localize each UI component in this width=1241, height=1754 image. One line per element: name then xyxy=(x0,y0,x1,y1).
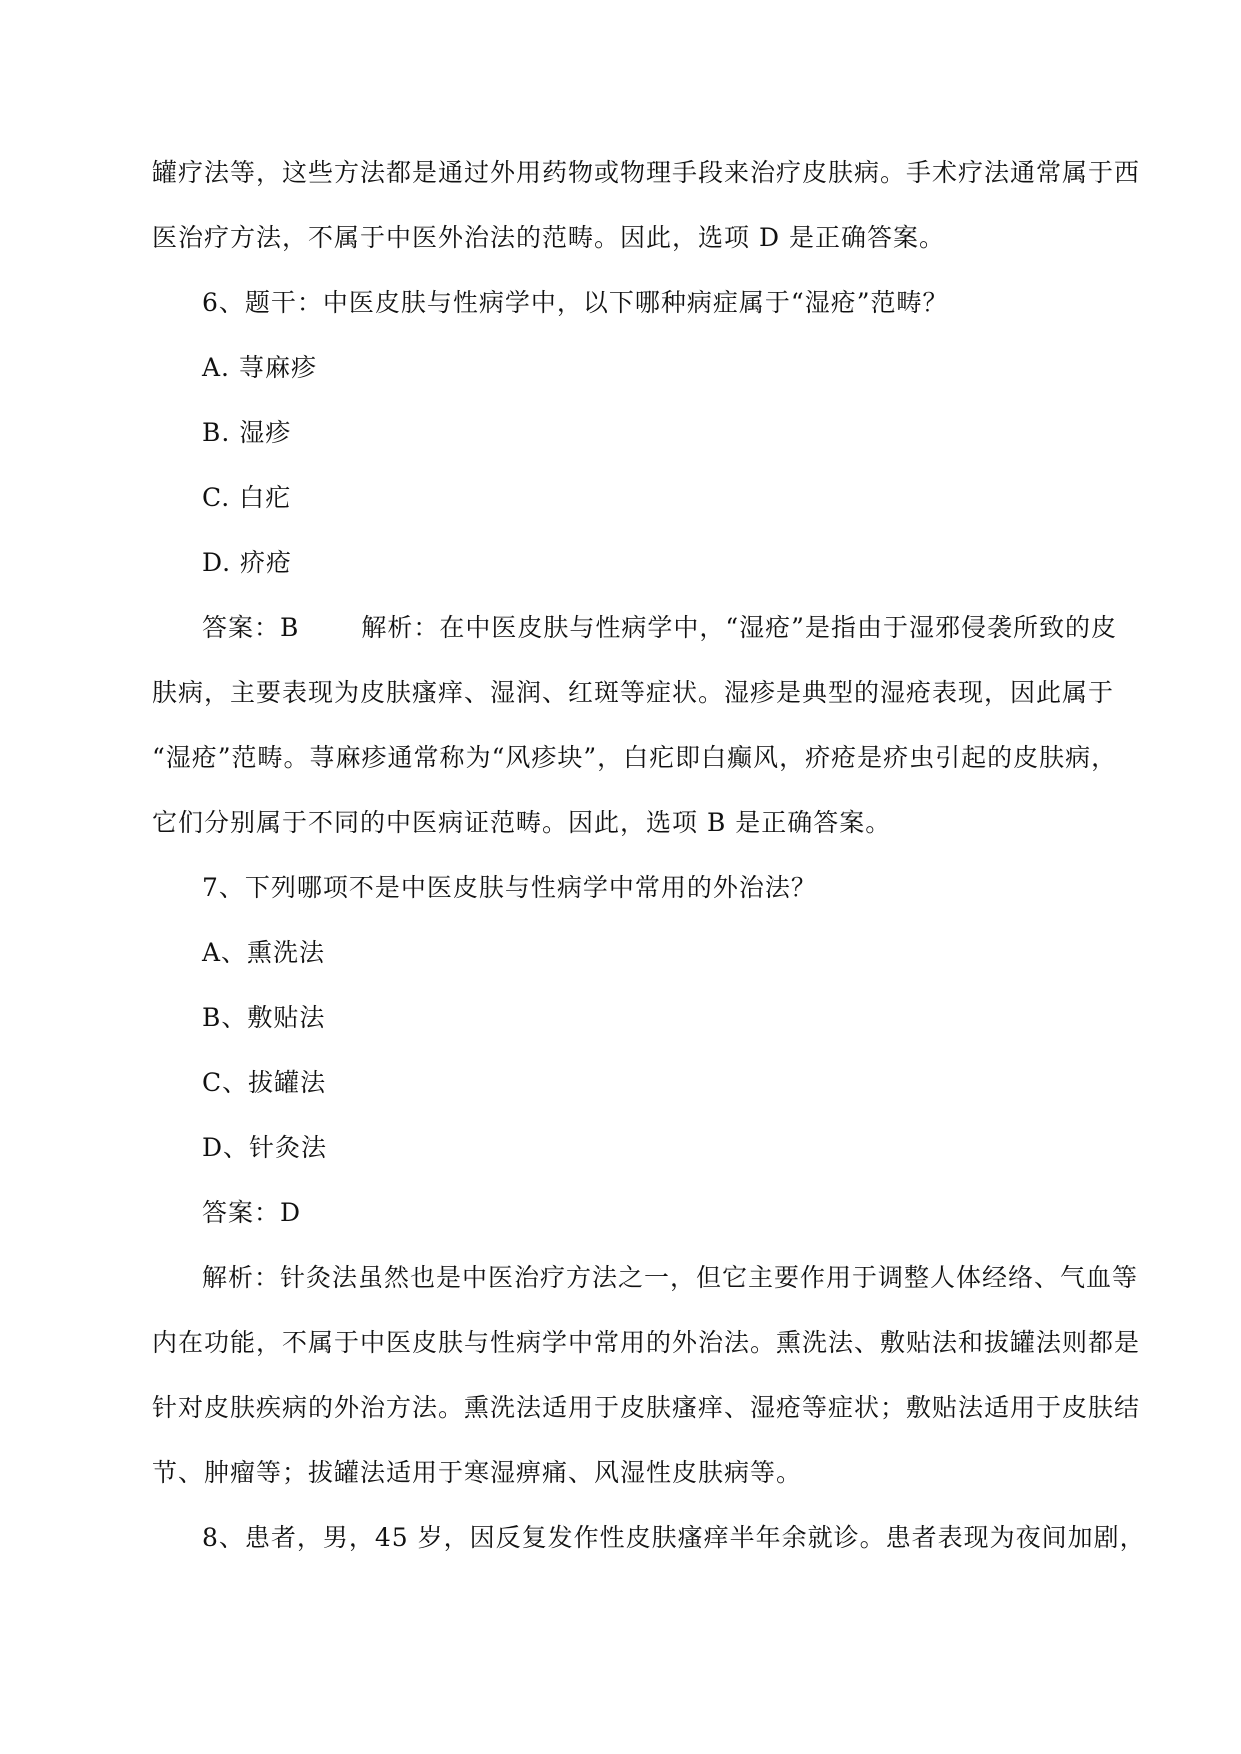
q6-explanation-line-2: “湿疮”范畴。荨麻疹通常称为“风疹块”，白疕即白癫风，疥疮是疥虫引起的皮肤病， xyxy=(152,743,1118,772)
q5-explanation-line-2: 医治疗方法，不属于中医外治法的范畴。因此，选项 D 是正确答案。 xyxy=(152,223,945,252)
q7-answer: 答案：D xyxy=(202,1198,302,1227)
q6-option-d: D. 疥疮 xyxy=(202,548,293,577)
q7-explanation-line-3: 节、肿瘤等；拔罐法适用于寒湿痹痛、风湿性皮肤病等。 xyxy=(152,1458,803,1487)
q6-answer: 答案：B xyxy=(202,613,300,642)
q5-explanation-line-1: 罐疗法等，这些方法都是通过外用药物或物理手段来治疗皮肤病。手术疗法通常属于西 xyxy=(152,158,1141,187)
q6-explanation-line-1: 肤病，主要表现为皮肤瘙痒、湿润、红斑等症状。湿疹是典型的湿疮表现，因此属于 xyxy=(152,678,1115,707)
q6-option-b: B. 湿疹 xyxy=(202,418,292,447)
q6-option-c: C. 白疕 xyxy=(202,483,292,512)
q7-explanation-line-2: 针对皮肤疾病的外治方法。熏洗法适用于皮肤瘙痒、湿疮等症状；敷贴法适用于皮肤结 xyxy=(152,1393,1141,1422)
q6-explanation-line-3: 它们分别属于不同的中医病证范畴。因此，选项 B 是正确答案。 xyxy=(152,808,892,837)
document-page xyxy=(152,140,1146,1570)
q6-stem: 6、题干：中医皮肤与性病学中，以下哪种病症属于“湿疮”范畴？ xyxy=(202,288,949,317)
q7-option-c: C、拔罐法 xyxy=(202,1068,327,1097)
q6-answer-line xyxy=(152,595,1117,660)
q6-explanation-first: 解析：在中医皮肤与性病学中，“湿疮”是指由于湿邪侵袭所致的皮 xyxy=(361,613,1117,642)
q7-explanation-line-1: 内在功能，不属于中医皮肤与性病学中常用的外治法。熏洗法、敷贴法和拔罐法则都是 xyxy=(152,1328,1141,1357)
q6-option-a: A. 荨麻疹 xyxy=(202,353,317,382)
q7-option-a: A、熏洗法 xyxy=(202,938,326,967)
q7-option-d: D、针灸法 xyxy=(202,1133,328,1162)
q7-stem: 7、下列哪项不是中医皮肤与性病学中常用的外治法？ xyxy=(202,873,817,902)
q8-stem: 8、患者，男，45 岁，因反复发作性皮肤瘙痒半年余就诊。患者表现为夜间加剧， xyxy=(202,1523,1146,1552)
q7-option-b: B、敷贴法 xyxy=(202,1003,326,1032)
q7-explanation-first: 解析：针灸法虽然也是中医治疗方法之一，但它主要作用于调整人体经络、气血等 xyxy=(202,1263,1139,1292)
